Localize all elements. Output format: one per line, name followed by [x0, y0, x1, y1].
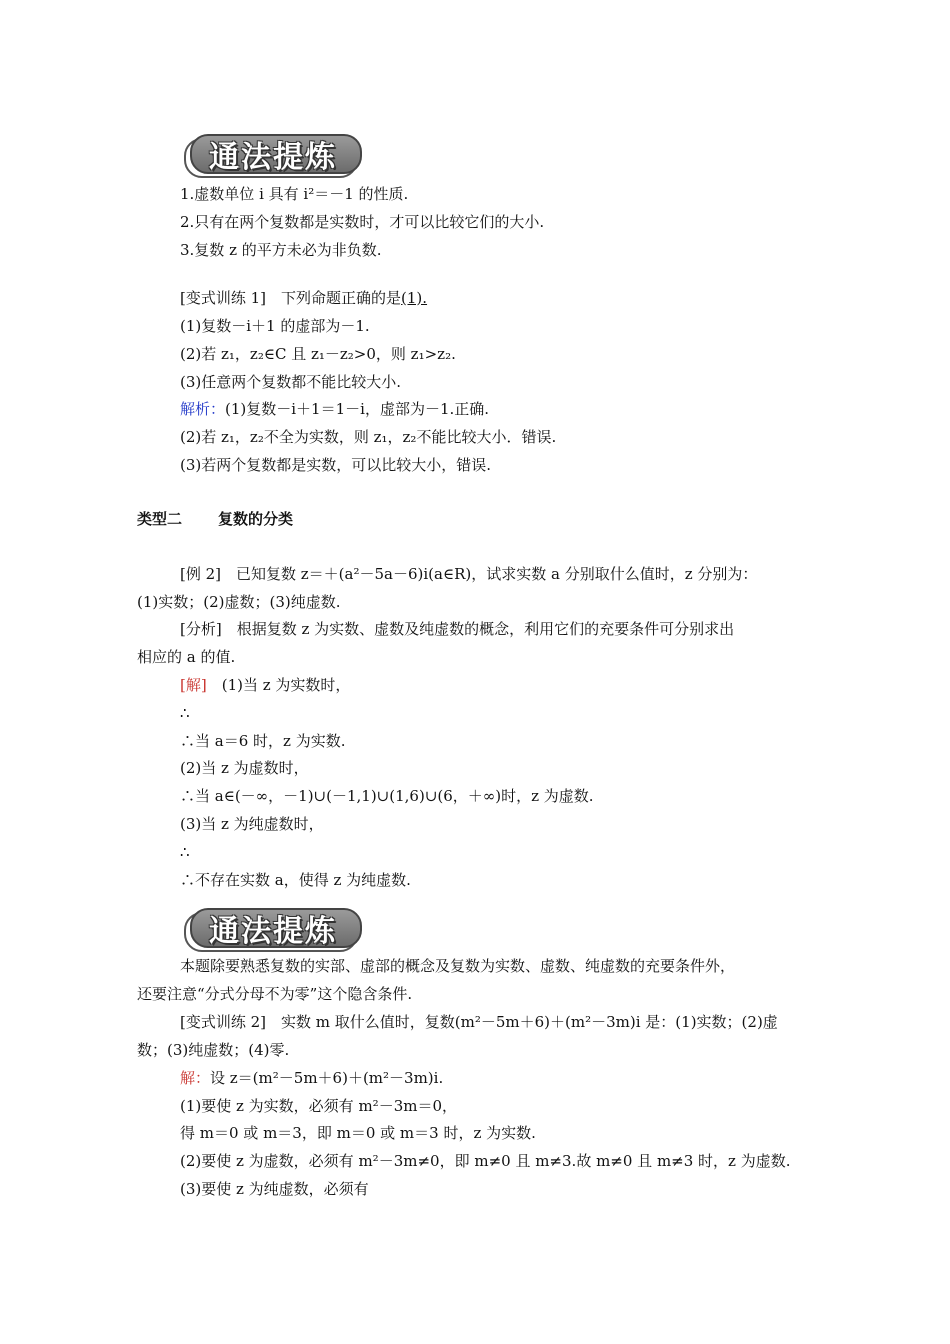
exercise2-solution: 解：设 z＝(m²－5m＋6)＋(m²－3m)i. — [180, 1069, 444, 1087]
example2-line: [例 2] 已知复数 z＝＋(a²－5a－6)i(a∈R)，试求实数 a 分别取什么值时，z 分别为： — [180, 565, 758, 583]
section-title: 复数的分类 — [218, 510, 294, 528]
exercise2-solution-line: (1)要使 z 为实数，必须有 m²－3m＝0， — [180, 1097, 458, 1115]
exercise2-solution-line: (2)要使 z 为虚数，必须有 m²－3m≠0，即 m≠0 且 m≠3.故 m≠0 且 m≠3 时，z 为虚数. — [180, 1152, 791, 1170]
example2-line: (1)实数；(2)虚数；(3)纯虚数. — [137, 593, 341, 611]
exercise1-item: (2)若 z₁，z₂∈C 且 z₁－z₂>0，则 z₁>z₂. — [180, 345, 456, 363]
example2-analysis: [分析] 根据复数 z 为实数、虚数及纯虚数的概念，利用它们的充要条件可分别求出 — [180, 620, 735, 638]
exercise1-item: (3)任意两个复数都不能比较大小. — [180, 373, 402, 391]
exercise1-item: (1)复数－i＋1 的虚部为－1. — [180, 317, 370, 335]
example2-solution-line: (2)当 z 为虚数时， — [180, 759, 309, 777]
example2-solution-line: ∴ — [180, 704, 190, 722]
tip-line: 1.虚数单位 i 具有 i²＝－1 的性质. — [180, 185, 409, 203]
tip-line: 2.只有在两个复数都是实数时，才可以比较它们的大小. — [180, 213, 545, 231]
method-summary-banner — [184, 904, 362, 948]
exercise1-solution-line: (2)若 z₁，z₂不全为实数，则 z₁，z₂不能比较大小．错误. — [180, 428, 557, 446]
tip-line: 本题除要熟悉复数的实部、虚部的概念及复数为实数、虚数、纯虚数的充要条件外， — [180, 957, 736, 975]
example2-analysis: 相应的 a 的值. — [137, 648, 236, 666]
exercise2-solution-line: (3)要使 z 为纯虚数，必须有 — [180, 1180, 369, 1198]
banner-text: 通法提炼 — [209, 140, 337, 175]
exercise2-line: 数；(3)纯虚数；(4)零. — [137, 1041, 290, 1059]
banner-text: 通法提炼 — [209, 914, 337, 949]
example2-solution-line: ∴当 a∈(－∞，－1)∪(－1,1)∪(1,6)∪(6，＋∞)时，z 为虚数. — [180, 787, 594, 805]
example2-solution-line: ∴ — [180, 843, 190, 861]
exercise2-line: [变式训练 2] 实数 m 取什么值时，复数(m²－5m＋6)＋(m²－3m)i 是：(1)实数；(2)虚 — [180, 1013, 778, 1031]
exercise1-solution-line: (3)若两个复数都是实数，可以比较大小，错误. — [180, 456, 492, 474]
exercise1-label: [变式训练 1] 下列命题正确的是 — [180, 289, 402, 307]
exercise1-answer: (1). — [401, 289, 428, 307]
tip-line: 3.复数 z 的平方未必为非负数. — [180, 241, 382, 259]
method-summary-banner — [184, 130, 362, 174]
solution-label: 解析： — [180, 400, 226, 418]
section-heading — [137, 508, 329, 529]
exercise1-solution: 解析：(1)复数－i＋1＝1－i，虚部为－1.正确. — [180, 400, 490, 418]
example2-solution-line: (3)当 z 为纯虚数时， — [180, 815, 324, 833]
solution-label: [解] — [180, 676, 207, 694]
example2-solution-line: ∴当 a＝6 时，z 为实数. — [180, 732, 346, 750]
solution-label: 解： — [180, 1069, 211, 1087]
section-type: 类型二 — [137, 510, 183, 528]
example2-solution-line: ∴不存在实数 a，使得 z 为纯虚数. — [180, 871, 411, 889]
exercise2-solution-line: 得 m＝0 或 m＝3，即 m＝0 或 m＝3 时，z 为实数. — [180, 1124, 536, 1142]
example2-solution: [解] (1)当 z 为实数时， — [180, 676, 351, 694]
exercise1-prompt — [180, 288, 427, 308]
tip-line: 还要注意“分式分母不为零”这个隐含条件. — [137, 985, 413, 1003]
